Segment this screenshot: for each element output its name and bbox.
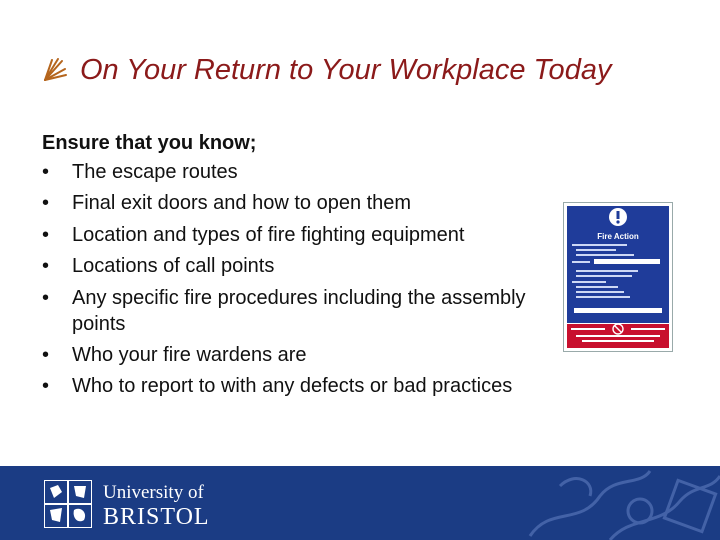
- bullet-item: • Location and types of fire fighting equipment: [42, 222, 562, 248]
- title-row: [42, 48, 702, 92]
- crest-pattern-decoration: [520, 466, 720, 540]
- fire-action-sign: [563, 202, 673, 352]
- intro-text: Ensure that you know;: [42, 132, 257, 154]
- bullet-item: • Who your fire wardens are: [42, 342, 562, 368]
- bullet-list: [42, 159, 562, 399]
- slide-title: On Your Return to Your Workplace Today: [80, 53, 612, 86]
- bullet-item: • Locations of call points: [42, 253, 562, 279]
- footer-banner: [0, 466, 720, 540]
- bullet-item: • Who to report to with any defects or bad practices: [42, 373, 562, 399]
- slide-content: [42, 128, 562, 405]
- bullet-item: • The escape routes: [42, 159, 562, 185]
- university-crest-icon: [44, 480, 92, 528]
- logo-line-1: University of: [103, 482, 204, 503]
- fire-sparkle-icon: [42, 57, 68, 83]
- bullet-item: • Any specific fire procedures including the assembly points: [42, 285, 562, 337]
- bullet-item: • Final exit doors and how to open them: [42, 190, 562, 216]
- sign-heading: Fire Action: [597, 232, 639, 241]
- fire-action-sign-graphic: [564, 203, 672, 351]
- logo-line-2: BRISTOL: [103, 504, 210, 530]
